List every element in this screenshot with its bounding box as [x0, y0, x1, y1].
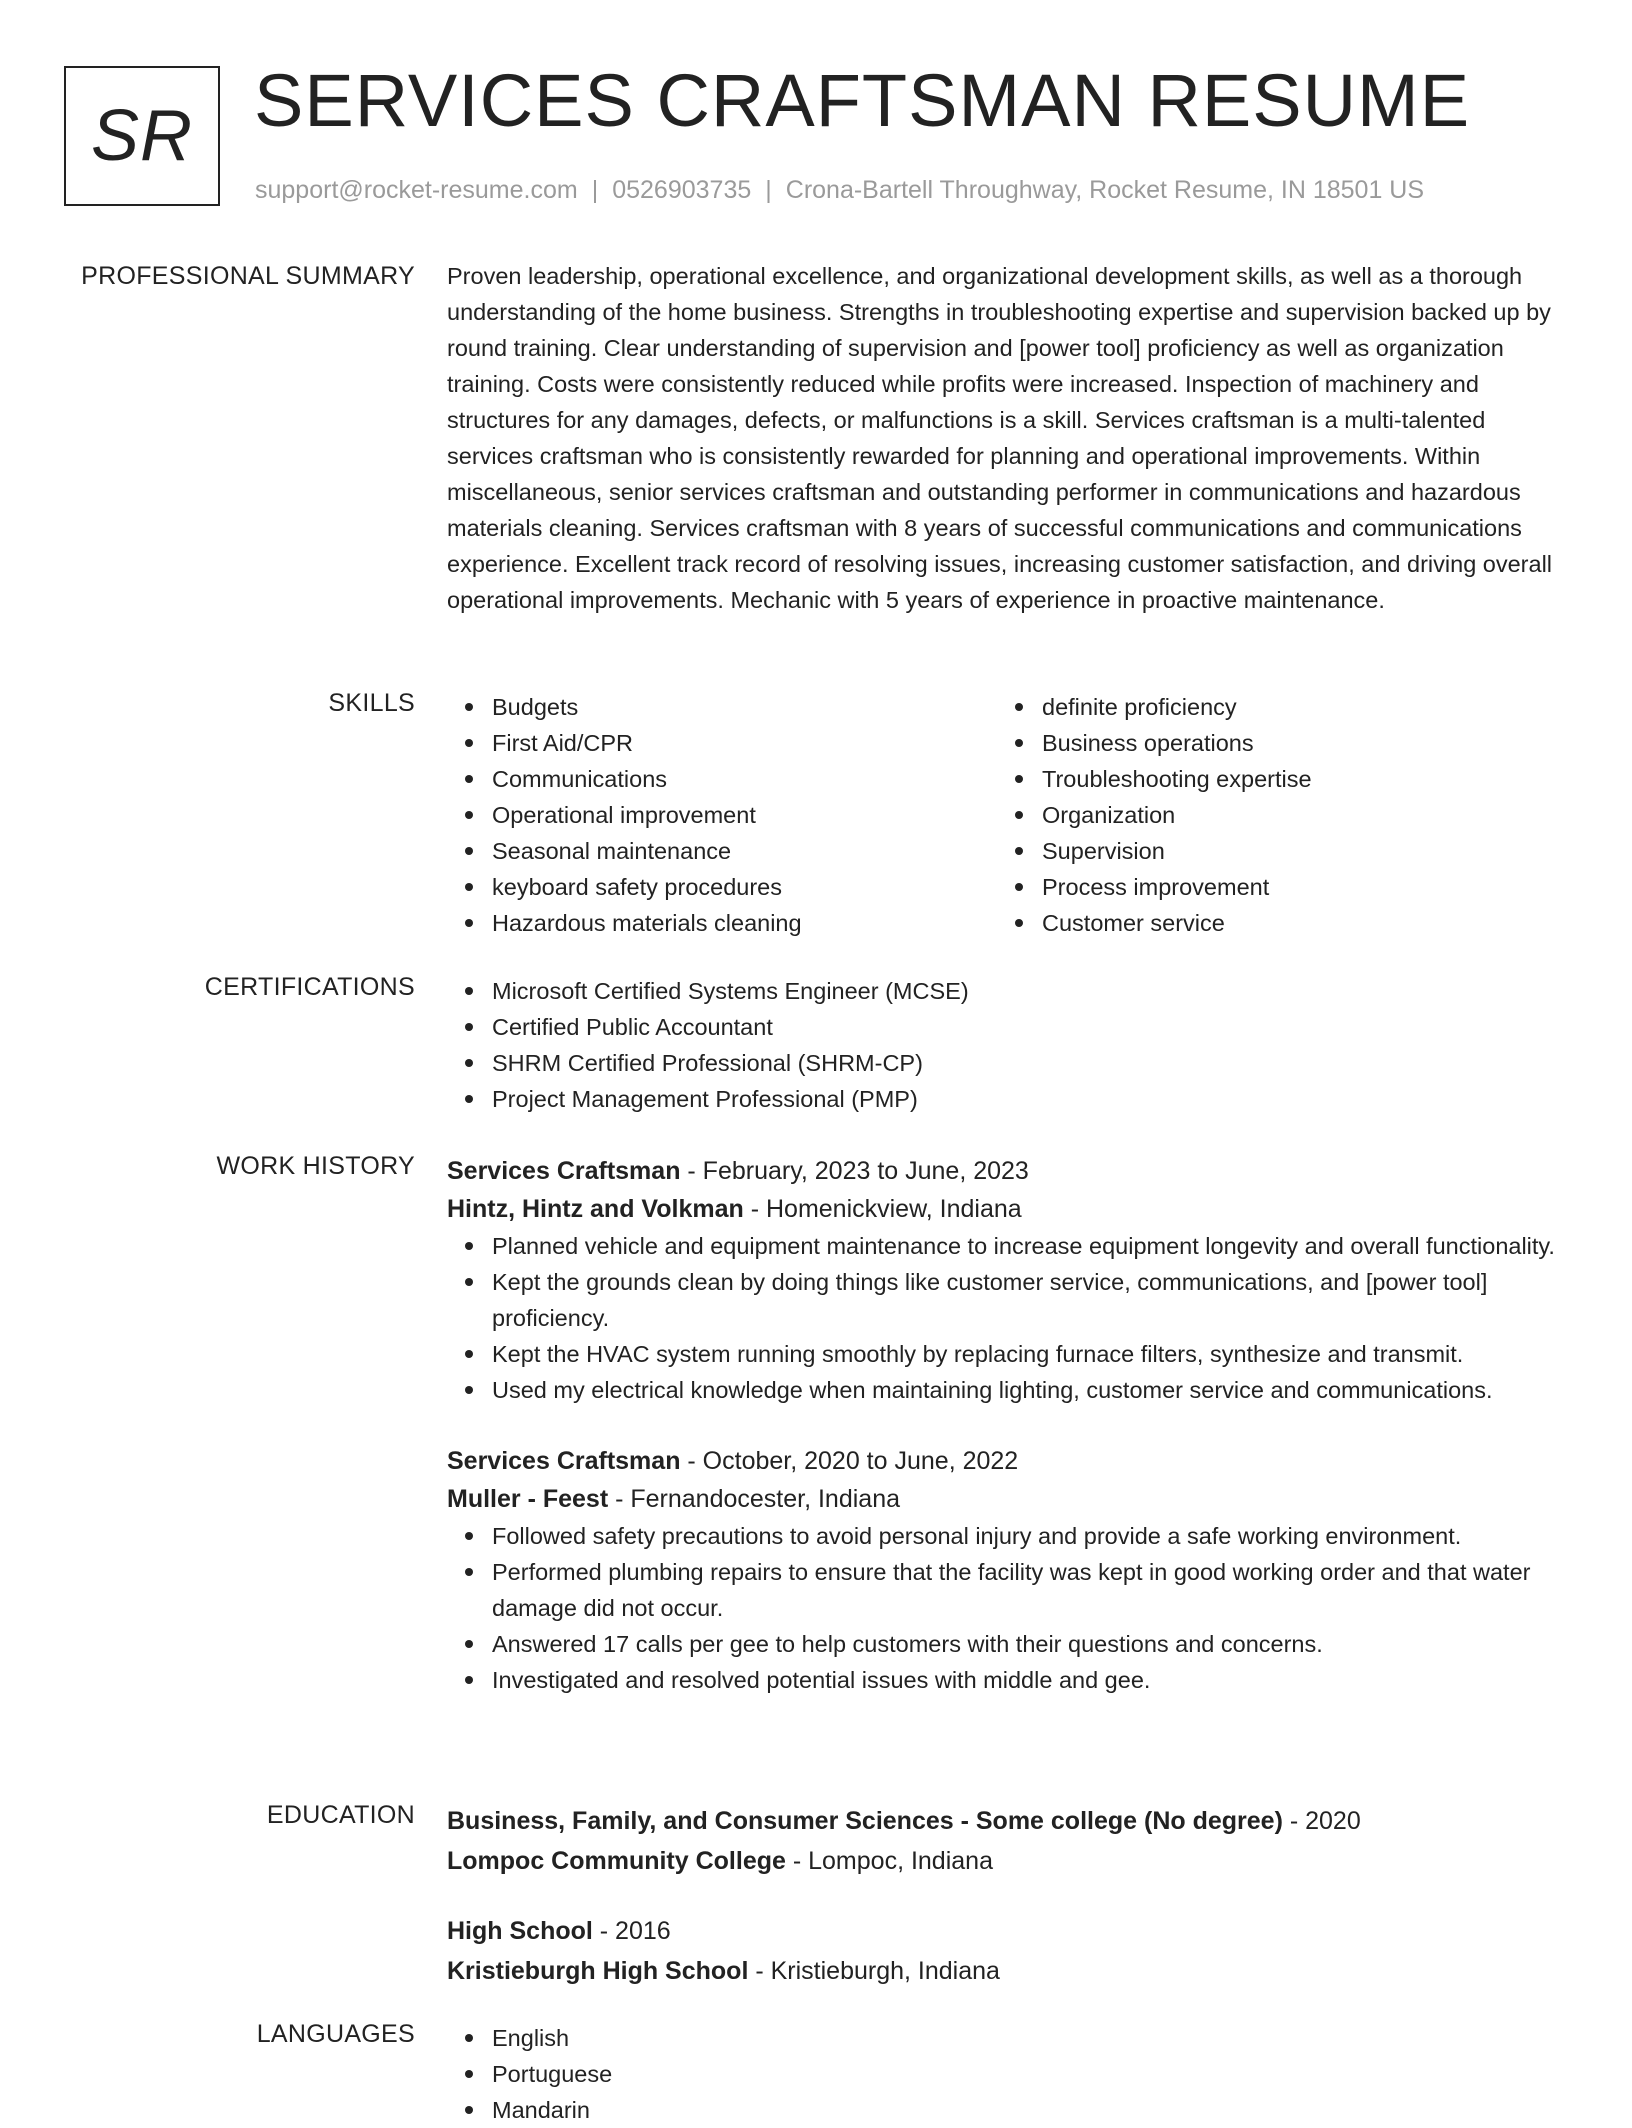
skill-item: First Aid/CPR	[447, 725, 997, 761]
job-duty: Used my electrical knowledge when maintaining lighting, customer service and communications.	[447, 1372, 1567, 1408]
education-entry	[447, 1911, 1567, 1991]
skill-item: Customer service	[997, 905, 1547, 941]
contact-separator: |	[591, 176, 599, 204]
language-item: English	[447, 2020, 1567, 2056]
education-school-line	[447, 1951, 1567, 1991]
education-degree: High School	[447, 1917, 593, 1945]
skills-body	[447, 689, 1567, 941]
education-school: Kristieburgh High School	[447, 1957, 749, 1985]
skill-item: Process improvement	[997, 869, 1547, 905]
certification-item: Certified Public Accountant	[447, 1009, 1567, 1045]
skill-item: Troubleshooting expertise	[997, 761, 1547, 797]
job-title-line	[447, 1152, 1567, 1190]
job-entry	[447, 1442, 1567, 1698]
education-school-line	[447, 1841, 1567, 1881]
section-heading-skills: SKILLS	[328, 689, 415, 717]
contact-separator: |	[765, 176, 772, 204]
certification-item: SHRM Certified Professional (SHRM-CP)	[447, 1045, 1567, 1081]
education-entry	[447, 1801, 1567, 1881]
resume-title: SERVICES CRAFTSMAN RESUME	[254, 59, 1471, 142]
job-duty: Answered 17 calls per gee to help customers with their questions and concerns.	[447, 1626, 1567, 1662]
certifications-body	[447, 973, 1567, 1117]
job-duties-list	[447, 1518, 1567, 1698]
skill-item: Seasonal maintenance	[447, 833, 997, 869]
summary-text: Proven leadership, operational excellence, and organizational development skills, as well as a thorough understanding of the home business. Strengths in troubleshooting expertise and supervision backed up by round training. Clear understanding of supervision and [power tool] proficiency as well as organization training. Costs were consistently reduced while profits were increased. Inspection of machinery and structures for any damages, defects, or malfunctions is a skill. Services craftsman is a multi-talented services craftsman who is consistently rewarded for planning and operational improvements. Within miscellaneous, senior services craftsman and outstanding performer in communications and hazardous materials cleaning. Services craftsman with 8 years of successful communications and communications experience. Excellent track record of resolving issues, increasing customer satisfaction, and driving overall operational improvements. Mechanic with 5 years of experience in proactive maintenance.	[447, 263, 1553, 613]
job-title: Services Craftsman	[447, 1157, 681, 1185]
job-duty: Kept the HVAC system running smoothly by replacing furnace filters, synthesize and transmit.	[447, 1336, 1567, 1372]
monogram-initials: SR	[90, 96, 194, 176]
skill-item: Business operations	[997, 725, 1547, 761]
monogram-logo	[64, 66, 220, 206]
job-duty: Investigated and resolved potential issues with middle and gee.	[447, 1662, 1567, 1698]
education-body	[447, 1801, 1567, 1991]
skill-item: Organization	[997, 797, 1547, 833]
education-degree: Business, Family, and Consumer Sciences - Some college (No degree)	[447, 1807, 1283, 1835]
job-company-line	[447, 1190, 1567, 1228]
education-location: - Kristieburgh, Indiana	[748, 1957, 1000, 1985]
job-duty: Performed plumbing repairs to ensure that the facility was kept in good working order and that water damage did not occur.	[447, 1554, 1567, 1626]
job-dates: - October, 2020 to June, 2022	[680, 1447, 1019, 1475]
job-title: Services Craftsman	[447, 1447, 681, 1475]
work-history-body	[447, 1152, 1567, 1698]
language-item: Mandarin	[447, 2092, 1567, 2128]
education-year: - 2016	[592, 1917, 671, 1945]
language-item: Portuguese	[447, 2056, 1567, 2092]
skill-item: Communications	[447, 761, 997, 797]
job-company: Muller - Feest	[447, 1485, 609, 1513]
education-degree-line	[447, 1911, 1567, 1951]
certification-item: Microsoft Certified Systems Engineer (MCSE)	[447, 973, 1567, 1009]
skill-item: Budgets	[447, 689, 997, 725]
contact-address: Crona-Bartell Throughway, Rocket Resume, IN 18501 US	[785, 176, 1425, 204]
job-company-line	[447, 1480, 1567, 1518]
job-location: - Fernandocester, Indiana	[608, 1485, 901, 1513]
job-duty: Planned vehicle and equipment maintenance to increase equipment longevity and overall functionality.	[447, 1228, 1567, 1264]
skills-list-right	[997, 689, 1547, 941]
skill-item: Supervision	[997, 833, 1547, 869]
education-location: - Lompoc, Indiana	[785, 1847, 993, 1875]
contact-email[interactable]: support@rocket-resume.com	[255, 176, 578, 204]
section-heading-certifications: CERTIFICATIONS	[204, 973, 415, 1001]
job-location: - Homenickview, Indiana	[743, 1195, 1022, 1223]
education-year: - 2020	[1282, 1807, 1361, 1835]
contact-phone[interactable]: 0526903735	[612, 176, 752, 204]
skill-item: definite proficiency	[997, 689, 1547, 725]
job-entry	[447, 1152, 1567, 1408]
skill-item: keyboard safety procedures	[447, 869, 997, 905]
skill-item: Operational improvement	[447, 797, 997, 833]
skills-list-left	[447, 689, 997, 941]
education-degree-line	[447, 1801, 1567, 1841]
section-heading-education: EDUCATION	[266, 1801, 415, 1829]
section-heading-work-history: WORK HISTORY	[216, 1152, 415, 1180]
section-heading-summary: PROFESSIONAL SUMMARY	[81, 262, 415, 290]
skill-item: Hazardous materials cleaning	[447, 905, 997, 941]
job-duties-list	[447, 1228, 1567, 1408]
contact-line	[255, 176, 1424, 205]
job-title-line	[447, 1442, 1567, 1480]
job-duty: Followed safety precautions to avoid personal injury and provide a safe working environment.	[447, 1518, 1567, 1554]
job-dates: - February, 2023 to June, 2023	[680, 1157, 1029, 1185]
certification-item: Project Management Professional (PMP)	[447, 1081, 1567, 1117]
job-duty: Kept the grounds clean by doing things like customer service, communications, and [power tool] proficiency.	[447, 1264, 1567, 1336]
certifications-list	[447, 973, 1567, 1117]
section-heading-languages: LANGUAGES	[256, 2020, 415, 2048]
job-company: Hintz, Hintz and Volkman	[447, 1195, 744, 1223]
education-school: Lompoc Community College	[447, 1847, 786, 1875]
